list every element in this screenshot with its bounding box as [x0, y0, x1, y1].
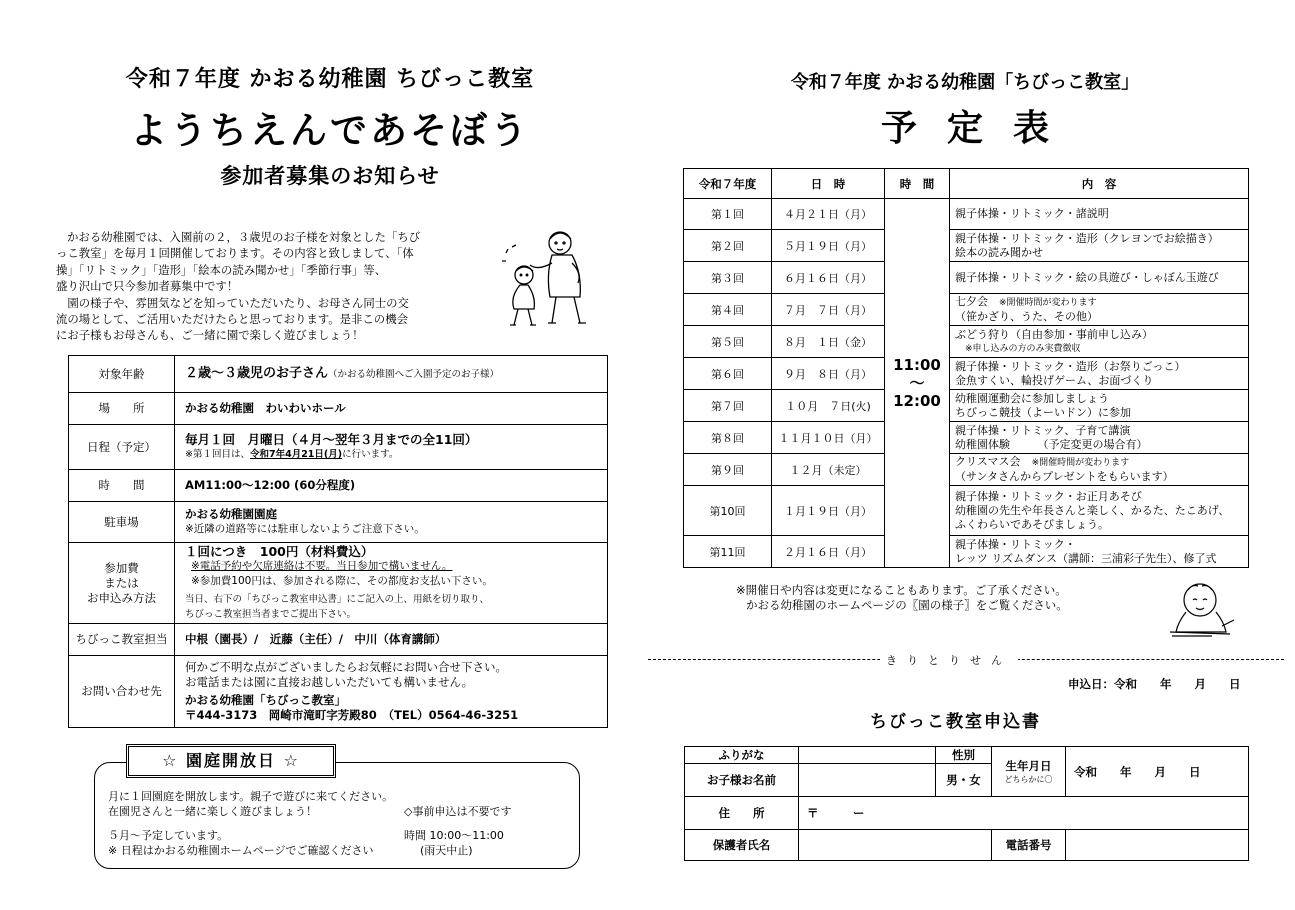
- cut-line-label: きりとりせん: [880, 652, 1018, 668]
- intro-line: 盛り沢山で只今参加者募集中です！: [56, 279, 239, 294]
- intro-line: っこ教室」を毎月１回開催しております。その内容と致しまして、「体: [56, 246, 414, 261]
- child-name-field[interactable]: [799, 764, 936, 797]
- application-date: 申込日：令和 年 月 日: [1068, 677, 1241, 691]
- session-date: １０月 ７日(火): [772, 390, 885, 422]
- garden-no-registration: ◇事前申込は不要です: [404, 805, 512, 818]
- fee-label: 参加費 または お申込み方法: [69, 543, 175, 624]
- session-content: 親子体操・リトミック・造形（お祭りごっこ） 金魚すくい、輪投げゲーム、お面づくり: [950, 358, 1249, 390]
- mother-child-illustration-icon: [498, 223, 602, 331]
- garden-rain-note: (雨天中止): [420, 844, 473, 857]
- schedule-table: [683, 168, 1249, 568]
- time-value: AM11:00～12:00 (60分程度): [175, 470, 608, 502]
- contact-value: 何かご不明な点がございましたらお気軽にお問い合せ下さい。 お電話または園に直接お越しいただいても構いません。 かおる幼稚園「ちびっこ教室」 〒444-3173 岡崎市滝町字芳殿80 （TEL）0564-46-3251: [175, 656, 608, 728]
- phone-label: 電話番号: [992, 830, 1066, 861]
- session-number: 第９回: [684, 454, 772, 486]
- session-content: 親子体操・リトミック、子育て講演 幼稚園体験 （予定変更の場合有）: [950, 422, 1249, 454]
- session-date: ７月 ７日（月）: [772, 294, 885, 326]
- schedule-notes: ※開催日や内容は変更になることもあります。ご了承ください。 かおる幼稚園のホームページの〖園の様子〗をご覧ください。: [736, 583, 1068, 612]
- fee-value: １回につき 100円（材料費込） ※電話予約や欠席連絡は不要。当日参加で構いません。 ※参加費100円は、参加される際に、その都度お支払い下さい。 当日、右下の「ちびっこ教室申込書」にご記入の上、用紙を切り取り、 ちびっこ教室担当者までご提出下さい。: [175, 543, 608, 624]
- col-header-year: 令和７年度: [684, 169, 772, 199]
- info-table: [68, 355, 608, 728]
- address-label: 住 所: [685, 797, 799, 830]
- guardian-name-label: 保護者氏名: [685, 830, 799, 861]
- sex-field[interactable]: 男・女: [936, 764, 992, 797]
- session-number: 第４回: [684, 294, 772, 326]
- garden-line: ※ 日程はかおる幼稚園ホームページでご確認ください: [108, 844, 374, 857]
- session-date: １月１９日（月）: [772, 486, 885, 536]
- col-header-time: 時 間: [885, 169, 950, 199]
- staff-label: ちびっこ教室担当: [69, 624, 175, 656]
- furigana-field[interactable]: [799, 747, 936, 764]
- session-number: 第10回: [684, 486, 772, 536]
- garden-line: 月に１回園庭を開放します。親子で遊びに来てください。: [108, 790, 394, 803]
- session-number: 第１回: [684, 199, 772, 230]
- session-date: １１月１０日（月）: [772, 422, 885, 454]
- session-number: 第３回: [684, 262, 772, 294]
- session-number: 第８回: [684, 422, 772, 454]
- page-headline: ようちえんであそぼう: [130, 109, 530, 152]
- age-label: 対象年齢: [69, 356, 175, 393]
- phone-field[interactable]: [1066, 830, 1249, 861]
- parking-label: 駐車場: [69, 502, 175, 543]
- session-date: ５月１９日（月）: [772, 230, 885, 262]
- place-value: かおる幼稚園 わいわいホール: [175, 393, 608, 425]
- child-name-label: お子様お名前: [685, 764, 799, 797]
- session-date: ６月１６日（月）: [772, 262, 885, 294]
- schedule-value: 毎月１回 月曜日（４月～翌年３月までの全11回） ※第１回目は、令和7年4月21日(月)に行います。: [175, 425, 608, 470]
- session-time: 11:00 ～ 12:00: [885, 199, 950, 568]
- session-content: 親子体操・リトミック・絵の具遊び・しゃぼん玉遊び: [950, 262, 1249, 294]
- session-number: 第６回: [684, 358, 772, 390]
- session-content: 親子体操・リトミック・お正月あそび 幼稚園の先生や年長さんと楽しく、かるた、たこあげ、 ふくわらいであそびましょう。: [950, 486, 1249, 536]
- intro-line: 流の場として、ご活用いただけたらと思っております。是非この機会: [56, 312, 408, 327]
- session-date: ２月１６日（月）: [772, 536, 885, 568]
- page-subtitle: 参加者募集のお知らせ: [220, 164, 440, 188]
- session-number: 第２回: [684, 230, 772, 262]
- session-content: ぶどう狩り（自由参加・事前申し込み） ※申し込みの方のみ実費徴収: [950, 326, 1249, 358]
- birthdate-label: 生年月日 どちらかに〇: [992, 747, 1066, 797]
- furigana-label: ふりがな: [685, 747, 799, 764]
- garden-line: ５月～予定しています。: [108, 829, 229, 842]
- garden-line: 在園児さんと一緒に楽しく遊びましょう！: [108, 805, 317, 818]
- schedule-school-title: 令和７年度 かおる幼稚園「ちびっこ教室」: [790, 72, 1140, 93]
- garden-open-title: ☆ 園庭開放日 ☆: [126, 744, 336, 778]
- staff-value: 中根（園長）/ 近藤（主任）/ 中川（体育講師）: [175, 624, 608, 656]
- schedule-title: 予定表: [880, 108, 1079, 149]
- intro-line: にお子様もお母さんも、ご一緒に園で楽しく遊びましょう！: [56, 328, 364, 343]
- intro-line: 園の様子や、雰囲気などを知っていただいたり、お母さん同士の交: [56, 295, 409, 310]
- session-content: 七夕会 ※開催時間が変わります （笹かざり、うた、その他）: [950, 294, 1249, 326]
- garden-time: 時間 10:00～11:00: [404, 829, 504, 842]
- session-number: 第５回: [684, 326, 772, 358]
- session-content: 親子体操・リトミック・ レッツ リズムダンス（講師：三浦彩子先生）、修了式: [950, 536, 1249, 568]
- sex-label: 性別: [936, 747, 992, 764]
- session-number: 第７回: [684, 390, 772, 422]
- baby-drawing-illustration-icon: [1162, 578, 1242, 640]
- session-content: 幼稚園運動会に参加しましょう ちびっこ競技（よーいドン）に参加: [950, 390, 1249, 422]
- parking-value: かおる幼稚園園庭 ※近隣の道路等には駐車しないようご注意下さい。: [175, 502, 608, 543]
- col-header-date: 日 時: [772, 169, 885, 199]
- application-form-title: ちびっこ教室申込書: [870, 712, 1041, 732]
- schedule-label: 日程（予定）: [69, 425, 175, 470]
- session-date: ４月２１日（月）: [772, 199, 885, 230]
- session-content: クリスマス会 ※開催時間が変わります （サンタさんからプレゼントをもらいます）: [950, 454, 1249, 486]
- application-form: [684, 746, 1249, 861]
- birthdate-field[interactable]: 令和 年 月 日: [1066, 747, 1249, 797]
- guardian-name-field[interactable]: [799, 830, 992, 861]
- place-label: 場 所: [69, 393, 175, 425]
- page-title-school: 令和７年度 かおる幼稚園 ちびっこ教室: [125, 67, 535, 92]
- time-label: 時 間: [69, 470, 175, 502]
- contact-label: お問い合わせ先: [69, 656, 175, 728]
- session-date: １２月（未定）: [772, 454, 885, 486]
- col-header-content: 内 容: [950, 169, 1249, 199]
- intro-line: かおる幼稚園では、入園前の２，３歳児のお子様を対象とした「ちび: [67, 230, 421, 244]
- session-number: 第11回: [684, 536, 772, 568]
- session-date: ９月 ８日（月）: [772, 358, 885, 390]
- session-content: 親子体操・リトミック・諸説明: [950, 199, 1249, 230]
- age-value: ２歳～３歳児のお子さん（かおる幼稚園へご入園予定のお子様）: [175, 356, 608, 393]
- intro-text: [56, 229, 501, 344]
- session-date: ８月 １日（金）: [772, 326, 885, 358]
- address-field[interactable]: 〒 ー: [799, 797, 1249, 830]
- session-content: 親子体操・リトミック・造形（クレヨンでお絵描き） 絵本の読み聞かせ: [950, 230, 1249, 262]
- intro-line: 操」「リトミック」「造形」「絵本の読み聞かせ」「季節行事」等、: [56, 262, 387, 277]
